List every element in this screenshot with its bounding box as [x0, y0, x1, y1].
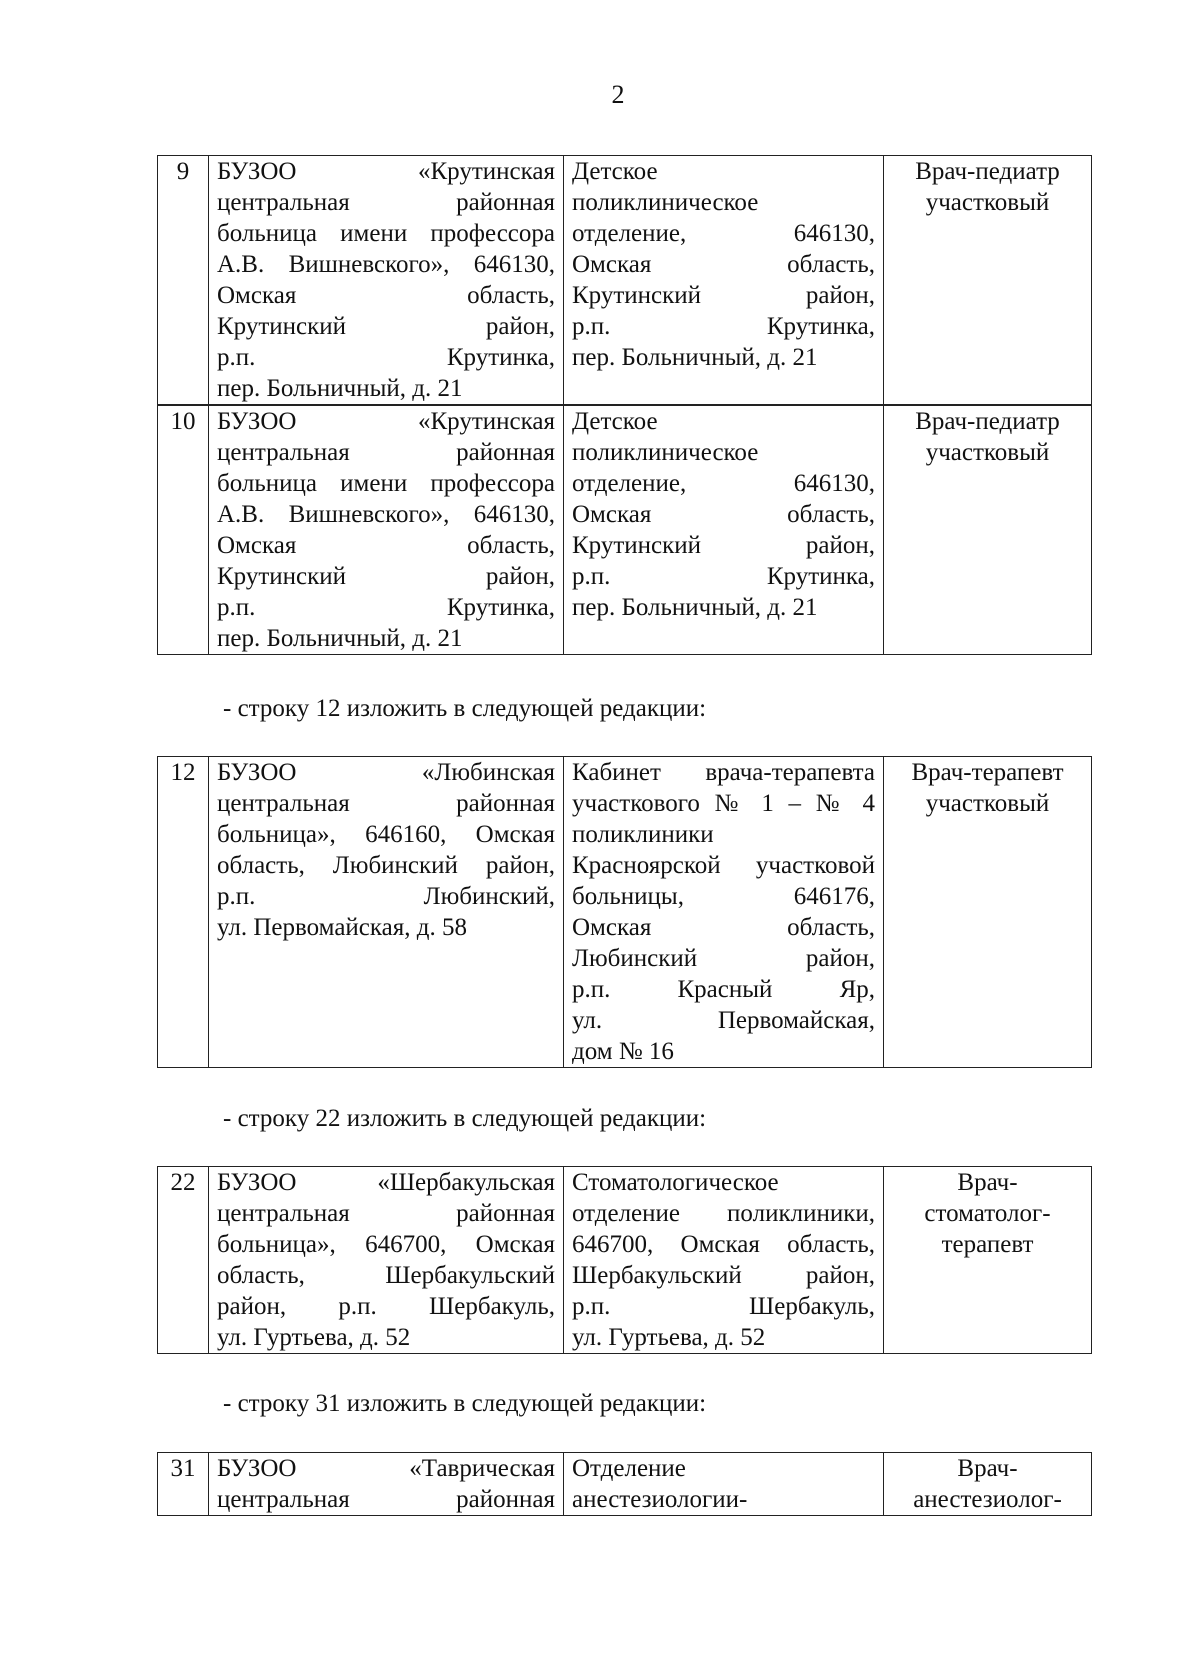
- org-line: больница имени профессора: [217, 470, 555, 497]
- org-line: центральная районная: [217, 189, 555, 216]
- row-number: 31: [158, 1453, 209, 1516]
- position-line: анестезиолог-: [913, 1486, 1062, 1513]
- org-line: центральная районная: [217, 439, 555, 466]
- org-line: больница», 646700, Омская: [217, 1231, 555, 1258]
- page-number: 2: [611, 80, 625, 109]
- registry-table-row-9: [157, 155, 1092, 405]
- position-cell: [884, 406, 1092, 655]
- unit-cell: [564, 156, 884, 405]
- org-line: ул. Первомайская, д. 58: [217, 914, 467, 941]
- unit-line: Детское: [572, 158, 658, 185]
- unit-line: отделение, 646130,: [572, 470, 875, 497]
- unit-line: отделение поликлиники,: [572, 1200, 875, 1227]
- row-number: 9: [158, 156, 209, 405]
- org-line: пер. Больничный, д. 21: [217, 625, 463, 652]
- unit-line: больницы, 646176,: [572, 883, 875, 910]
- unit-line: ул. Первомайская,: [572, 1007, 875, 1034]
- org-line: А.В. Вишневского», 646130,: [217, 501, 555, 528]
- unit-line: Любинский район,: [572, 945, 875, 972]
- position-line: Врач-педиатр: [915, 408, 1060, 435]
- org-line: р.п. Крутинка,: [217, 594, 555, 621]
- unit-line: пер. Больничный, д. 21: [572, 344, 818, 371]
- unit-cell: [564, 757, 884, 1068]
- org-line: больница имени профессора: [217, 220, 555, 247]
- unit-line: ул. Гуртьева, д. 52: [572, 1324, 766, 1351]
- unit-line: дом № 16: [572, 1038, 674, 1065]
- unit-line: р.п. Красный Яр,: [572, 976, 875, 1003]
- org-line: область, Шербакульский: [217, 1262, 555, 1289]
- registry-table-row-22: [157, 1166, 1092, 1354]
- org-line: ул. Гуртьева, д. 52: [217, 1324, 411, 1351]
- org-line: р.п. Любинский,: [217, 883, 555, 910]
- position-cell: [884, 757, 1092, 1068]
- org-line: больница», 646160, Омская: [217, 821, 555, 848]
- org-line: р.п. Крутинка,: [217, 344, 555, 371]
- unit-line: поликлиническое: [572, 439, 759, 466]
- position-line: участковый: [925, 189, 1050, 216]
- unit-line: р.п. Крутинка,: [572, 563, 875, 590]
- org-line: район, р.п. Шербакуль,: [217, 1293, 555, 1320]
- unit-line: 646700, Омская область,: [572, 1231, 875, 1258]
- registry-table-row-12: [157, 756, 1092, 1068]
- organization-cell: [209, 1167, 564, 1354]
- table-row: [158, 406, 1092, 655]
- org-line: БУЗОО «Шербакульская: [217, 1169, 555, 1196]
- position-cell: [884, 1453, 1092, 1516]
- unit-line: Шербакульский район,: [572, 1262, 875, 1289]
- unit-line: Крутинский район,: [572, 282, 875, 309]
- org-line: БУЗОО «Таврическая: [217, 1455, 555, 1482]
- row-number: 22: [158, 1167, 209, 1354]
- table-row: [158, 156, 1092, 405]
- unit-line: р.п. Шербакуль,: [572, 1293, 875, 1320]
- position-cell: [884, 1167, 1092, 1354]
- position-line: стоматолог-: [924, 1200, 1051, 1227]
- organization-cell: [209, 757, 564, 1068]
- position-cell: [884, 156, 1092, 405]
- org-line: Омская область,: [217, 282, 555, 309]
- org-line: Омская область,: [217, 532, 555, 559]
- unit-line: пер. Больничный, д. 21: [572, 594, 818, 621]
- unit-line: Стоматологическое: [572, 1169, 779, 1196]
- position-line: Врач-терапевт: [911, 759, 1064, 786]
- org-line: центральная районная: [217, 790, 555, 817]
- org-line: область, Любинский район,: [217, 852, 555, 879]
- unit-line: поликлиники: [572, 821, 714, 848]
- org-line: А.В. Вишневского», 646130,: [217, 251, 555, 278]
- position-line: Врач-: [957, 1455, 1018, 1482]
- org-line: центральная районная: [217, 1486, 555, 1513]
- unit-line: отделение, 646130,: [572, 220, 875, 247]
- table-row: [158, 1167, 1092, 1354]
- position-line: Врач-педиатр: [915, 158, 1060, 185]
- unit-line: Отделение: [572, 1455, 686, 1482]
- table-row: [158, 1453, 1092, 1516]
- registry-table-row-10: [157, 405, 1092, 655]
- unit-line: Омская область,: [572, 914, 875, 941]
- org-line: БУЗОО «Любинская: [217, 759, 555, 786]
- org-line: Крутинский район,: [217, 563, 555, 590]
- organization-cell: [209, 406, 564, 655]
- unit-line: Омская область,: [572, 501, 875, 528]
- position-line: участковый: [925, 439, 1050, 466]
- unit-line: Омская область,: [572, 251, 875, 278]
- table-row: [158, 757, 1092, 1068]
- unit-line: Крутинский район,: [572, 532, 875, 559]
- position-line: терапевт: [941, 1231, 1034, 1258]
- org-line: центральная районная: [217, 1200, 555, 1227]
- position-line: Врач-: [957, 1169, 1018, 1196]
- org-line: Крутинский район,: [217, 313, 555, 340]
- position-line: участковый: [925, 790, 1050, 817]
- instruction-row-22: - строку 22 изложить в следующей редакции:: [223, 1105, 707, 1132]
- row-number: 12: [158, 757, 209, 1068]
- org-line: БУЗОО «Крутинская: [217, 158, 555, 185]
- unit-line: р.п. Крутинка,: [572, 313, 875, 340]
- instruction-row-31: - строку 31 изложить в следующей редакции:: [223, 1390, 707, 1417]
- organization-cell: [209, 1453, 564, 1516]
- row-number: 10: [158, 406, 209, 655]
- organization-cell: [209, 156, 564, 405]
- org-line: пер. Больничный, д. 21: [217, 375, 463, 402]
- instruction-row-12: - строку 12 изложить в следующей редакции:: [223, 695, 707, 722]
- unit-line: Детское: [572, 408, 658, 435]
- unit-line: анестезиологии-: [572, 1486, 748, 1513]
- registry-table-row-31: [157, 1452, 1092, 1516]
- unit-line: Кабинет врача-терапевта: [572, 759, 875, 786]
- org-line: БУЗОО «Крутинская: [217, 408, 555, 435]
- unit-cell: [564, 1453, 884, 1516]
- unit-line: Красноярской участковой: [572, 852, 875, 879]
- unit-cell: [564, 406, 884, 655]
- unit-line: поликлиническое: [572, 189, 759, 216]
- unit-cell: [564, 1167, 884, 1354]
- unit-line: участкового № 1 – № 4: [572, 790, 875, 817]
